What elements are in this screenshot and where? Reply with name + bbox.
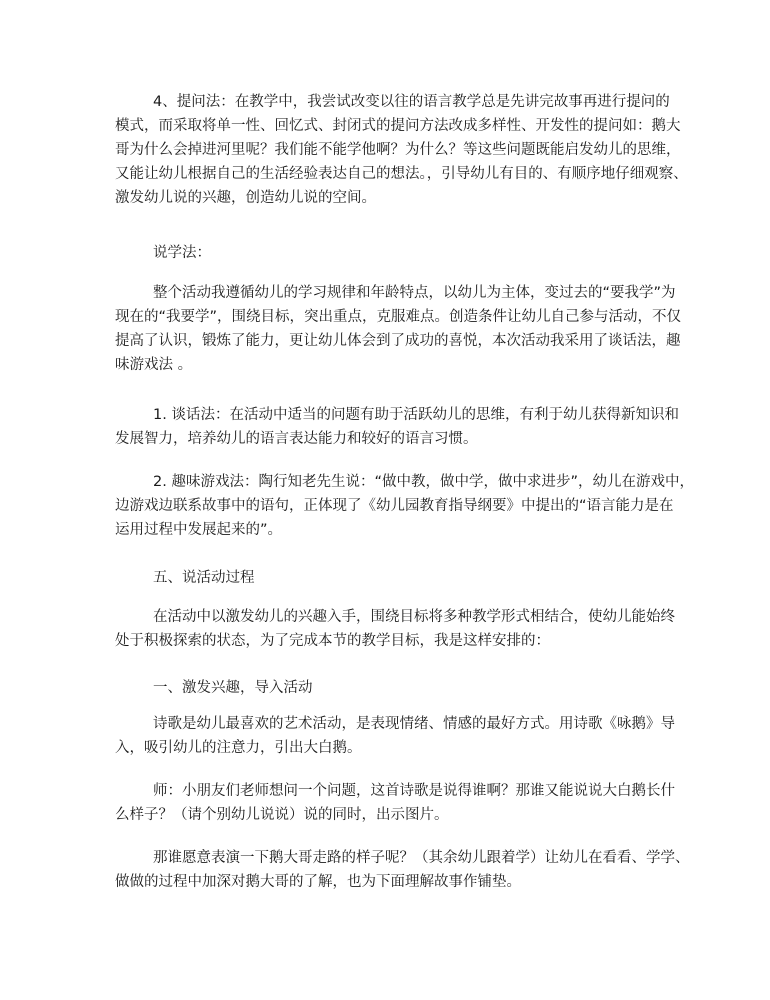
heading-activity-process [115, 566, 665, 590]
paragraph-process-intro [115, 605, 675, 653]
paragraph-questioning-method [115, 90, 688, 210]
text-line: 诗歌是幼儿最喜欢的艺术活动，是表现情绪、情感的最好方式。用诗歌《咏鹅》导 [153, 716, 675, 732]
text-line: 模式，而采取将单一性、回忆式、封闭式的提问方法改成多样性、开发性的提问如：鹅大 [115, 118, 681, 134]
text-line: 味游戏法 。 [115, 357, 193, 373]
heading-step-one [115, 676, 665, 700]
text-line: 处于积极探索的状态，为了完成本节的教学目标，我是这样安排的： [115, 633, 550, 649]
paragraph-learning-method [115, 281, 682, 377]
text-line: 在活动中以激发幼儿的兴趣入手，围绕目标将多种教学形式相结合，使幼儿能始终 [153, 609, 675, 625]
text-line: 一、激发兴趣，导入活动 [153, 680, 313, 696]
paragraph-teacher-question [115, 779, 675, 827]
text-line: 运用过程中发展起来的”。 [115, 522, 283, 538]
text-line: 说学法： [153, 245, 211, 261]
text-line: 1. 谈话法：在活动中适当的问题有助于活跃幼儿的思维，有利于幼儿获得新知识和 [153, 407, 679, 423]
text-line: 那谁愿意表演一下鹅大哥走路的样子呢？（其余幼儿跟着学）让幼儿在看看、学学、 [153, 850, 690, 866]
text-line: 入，吸引幼儿的注意力，引出大白鹅。 [115, 740, 362, 756]
paragraph-poem [115, 712, 675, 760]
paragraph-performance [115, 846, 690, 894]
paragraph-talk-method [115, 403, 679, 451]
paragraph-game-method [115, 470, 694, 542]
text-line: 五、说活动过程 [153, 570, 255, 586]
text-line: 4、提问法：在教学中，我尝试改变以往的语言教学总是先讲完故事再进行提问的 [153, 94, 670, 110]
text-line: 现在的“我要学”，围绕目标，突出重点，克服难点。创造条件让幼儿自己参与活动，不仅 [115, 309, 682, 325]
heading-learning-method [115, 241, 665, 265]
text-line: 师：小朋友们老师想问一个问题，这首诗歌是说得谁啊？那谁又能说说大白鹅长什 [153, 783, 675, 799]
text-line: 激发幼儿说的兴趣，创造幼儿说的空间。 [115, 190, 376, 206]
text-line: 整个活动我遵循幼儿的学习规律和年龄特点，以幼儿为主体，变过去的“要我学”为 [153, 285, 676, 301]
text-line: 哥为什么会掉进河里呢？我们能不能学他啊？为什么？等这些问题既能启发幼儿的思维， [115, 142, 681, 158]
text-line: 发展智力，培养幼儿的语言表达能力和较好的语言习惯。 [115, 431, 478, 447]
text-line: 又能让幼儿根据自己的生活经验表达自己的想法。，引导幼儿有目的、有顺序地仔细观察、 [115, 166, 688, 182]
text-line: 2. 趣味游戏法：陶行知老先生说：“做中教，做中学，做中求进步”，幼儿在游戏中， [153, 474, 694, 490]
text-line: 么样子？（请个别幼儿说说）说的同时，出示图片。 [115, 807, 449, 823]
text-line: 做做的过程中加深对鹅大哥的了解，也为下面理解故事作铺垫。 [115, 874, 521, 890]
text-line: 边游戏边联系故事中的语句，正体现了《幼儿园教育指导纲要》中提出的“语言能力是在 [115, 498, 674, 514]
text-line: 提高了认识，锻炼了能力，更让幼儿体会到了成功的喜悦，本次活动我采用了谈话法，趣 [115, 333, 681, 349]
